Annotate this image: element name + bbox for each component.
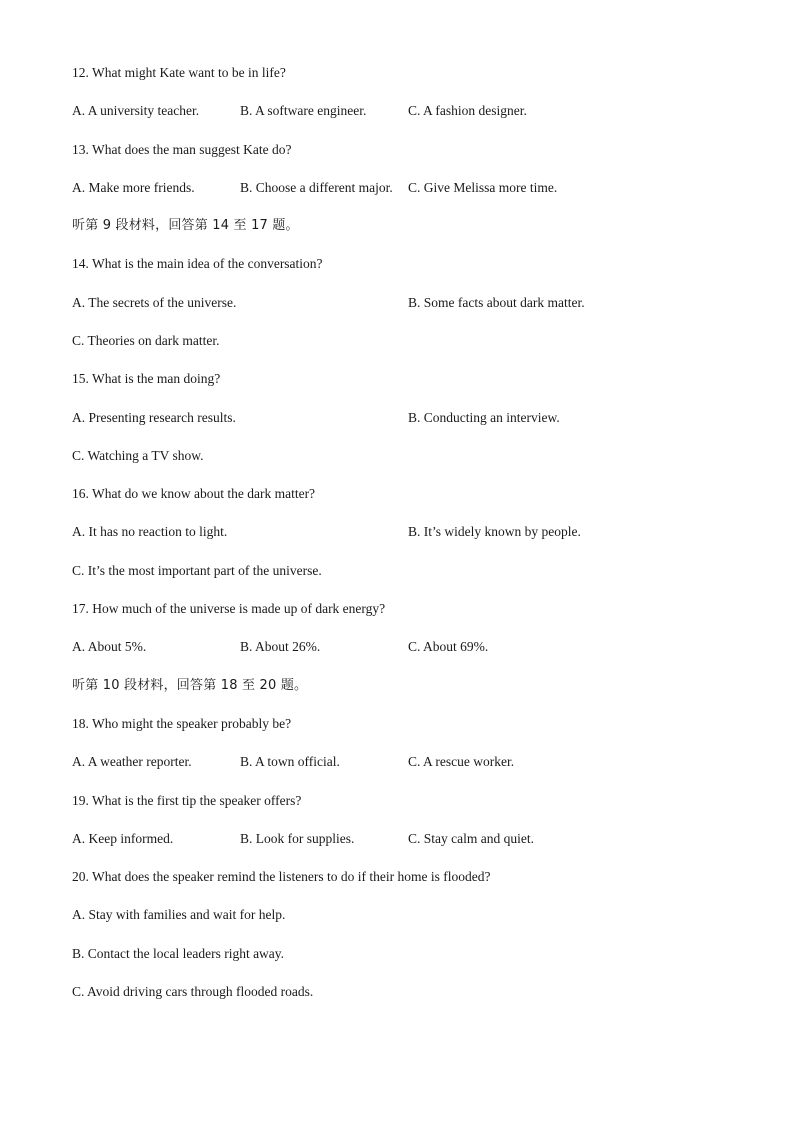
q19-option-c: C. Stay calm and quiet. <box>408 831 534 846</box>
section-10-instruction: 听第 10 段材料，回答第 18 至 20 题。 <box>72 678 308 693</box>
section-9-instruction: 听第 9 段材料，回答第 14 至 17 题。 <box>72 218 299 233</box>
question-12: 12. What might Kate want to be in life? <box>72 65 286 80</box>
question-14: 14. What is the main idea of the conversation? <box>72 256 323 271</box>
q20-option-c: C. Avoid driving cars through flooded roads. <box>72 984 314 999</box>
q13-option-a: A. Make more friends. <box>72 180 195 195</box>
q15-option-a: A. Presenting research results. <box>72 410 236 425</box>
q15-option-b: B. Conducting an interview. <box>408 410 560 425</box>
q20-option-a: A. Stay with families and wait for help. <box>72 907 286 922</box>
q13-option-c: C. Give Melissa more time. <box>408 180 558 195</box>
q15-option-c: C. Watching a TV show. <box>72 448 204 463</box>
question-13: 13. What does the man suggest Kate do? <box>72 142 292 157</box>
q12-option-a: A. A university teacher. <box>72 103 200 118</box>
q17-option-c: C. About 69%. <box>408 639 489 654</box>
q14-option-b: B. Some facts about dark matter. <box>408 295 585 310</box>
q14-option-c: C. Theories on dark matter. <box>72 333 220 348</box>
q12-option-c: C. A fashion designer. <box>408 103 527 118</box>
q18-option-b: B. A town official. <box>240 754 340 769</box>
question-15: 15. What is the man doing? <box>72 371 221 386</box>
q18-option-a: A. A weather reporter. <box>72 754 192 769</box>
q17-option-b: B. About 26%. <box>240 639 321 654</box>
q18-option-c: C. A rescue worker. <box>408 754 515 769</box>
q12-option-b: B. A software engineer. <box>240 103 367 118</box>
q14-option-a: A. The secrets of the universe. <box>72 295 237 310</box>
question-16: 16. What do we know about the dark matter? <box>72 486 316 501</box>
question-18: 18. Who might the speaker probably be? <box>72 716 292 731</box>
q16-option-b: B. It’s widely known by people. <box>408 524 581 539</box>
q19-option-a: A. Keep informed. <box>72 831 174 846</box>
question-20: 20. What does the speaker remind the listeners to do if their home is flooded? <box>72 869 491 884</box>
q13-option-b: B. Choose a different major. <box>240 180 393 195</box>
q19-option-b: B. Look for supplies. <box>240 831 355 846</box>
q16-option-c: C. It’s the most important part of the universe. <box>72 563 322 578</box>
q16-option-a: A. It has no reaction to light. <box>72 524 228 539</box>
q17-option-a: A. About 5%. <box>72 639 147 654</box>
q20-option-b: B. Contact the local leaders right away. <box>72 946 285 961</box>
question-19: 19. What is the first tip the speaker offers? <box>72 793 302 808</box>
question-17: 17. How much of the universe is made up of dark energy? <box>72 601 386 616</box>
